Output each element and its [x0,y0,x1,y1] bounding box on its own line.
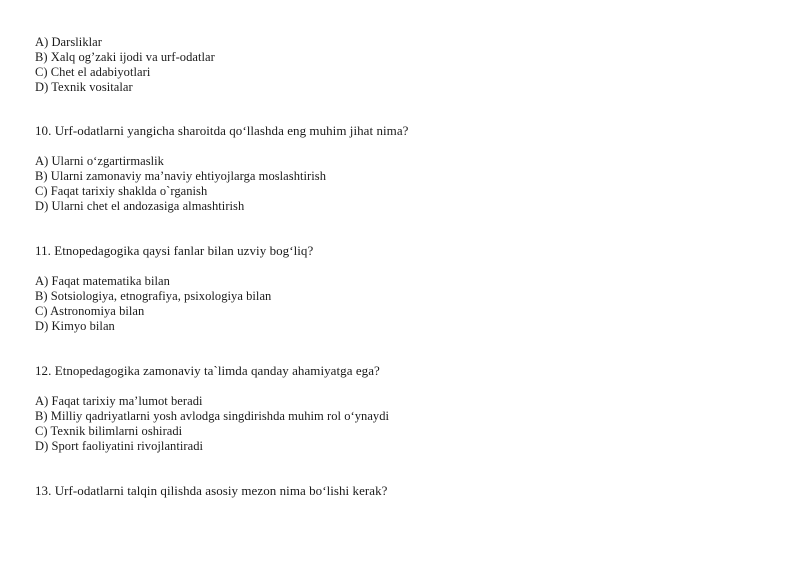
question-12-option-a: A) Faqat tarixiy ma’lumot beradi [35,394,203,408]
question-11: 11. Etnopedagogika qaysi fanlar bilan uzviy bog‘liq? [35,243,314,258]
question-11-option-c: C) Astronomiya bilan [35,304,145,318]
question-10-option-c: C) Faqat tarixiy shaklda o`rganish [35,184,208,198]
question-10-option-d: D) Ularni chet el andozasiga almashtirish [35,199,245,213]
option-a: A) Darsliklar [35,35,102,49]
question-11-option-a: A) Faqat matematika bilan [35,274,170,288]
option-b: B) Xalq og’zaki ijodi va urf-odatlar [35,50,215,64]
question-12: 12. Etnopedagogika zamonaviy ta`limda qanday ahamiyatga ega? [35,363,380,378]
question-10-option-a: A) Ularni o‘zgartirmaslik [35,154,164,168]
question-13: 13. Urf-odatlarni talqin qilishda asosiy mezon nima bo‘lishi kerak? [35,483,388,498]
question-10-option-b: B) Ularni zamonaviy ma’naviy ehtiyojlarga moslashtirish [35,169,326,183]
question-12-option-c: C) Texnik bilimlarni oshiradi [35,424,183,438]
option-c: C) Chet el adabiyotlari [35,65,151,79]
question-12-option-b: B) Milliy qadriyatlarni yosh avlodga singdirishda muhim rol o‘ynaydi [35,409,390,423]
question-12-option-d: D) Sport faoliyatini rivojlantiradi [35,439,204,453]
option-d: D) Texnik vositalar [35,80,133,94]
question-10: 10. Urf-odatlarni yangicha sharoitda qo‘llashda eng muhim jihat nima? [35,123,409,138]
question-11-option-d: D) Kimyo bilan [35,319,115,333]
question-11-option-b: B) Sotsiologiya, etnografiya, psixologiya bilan [35,289,272,303]
